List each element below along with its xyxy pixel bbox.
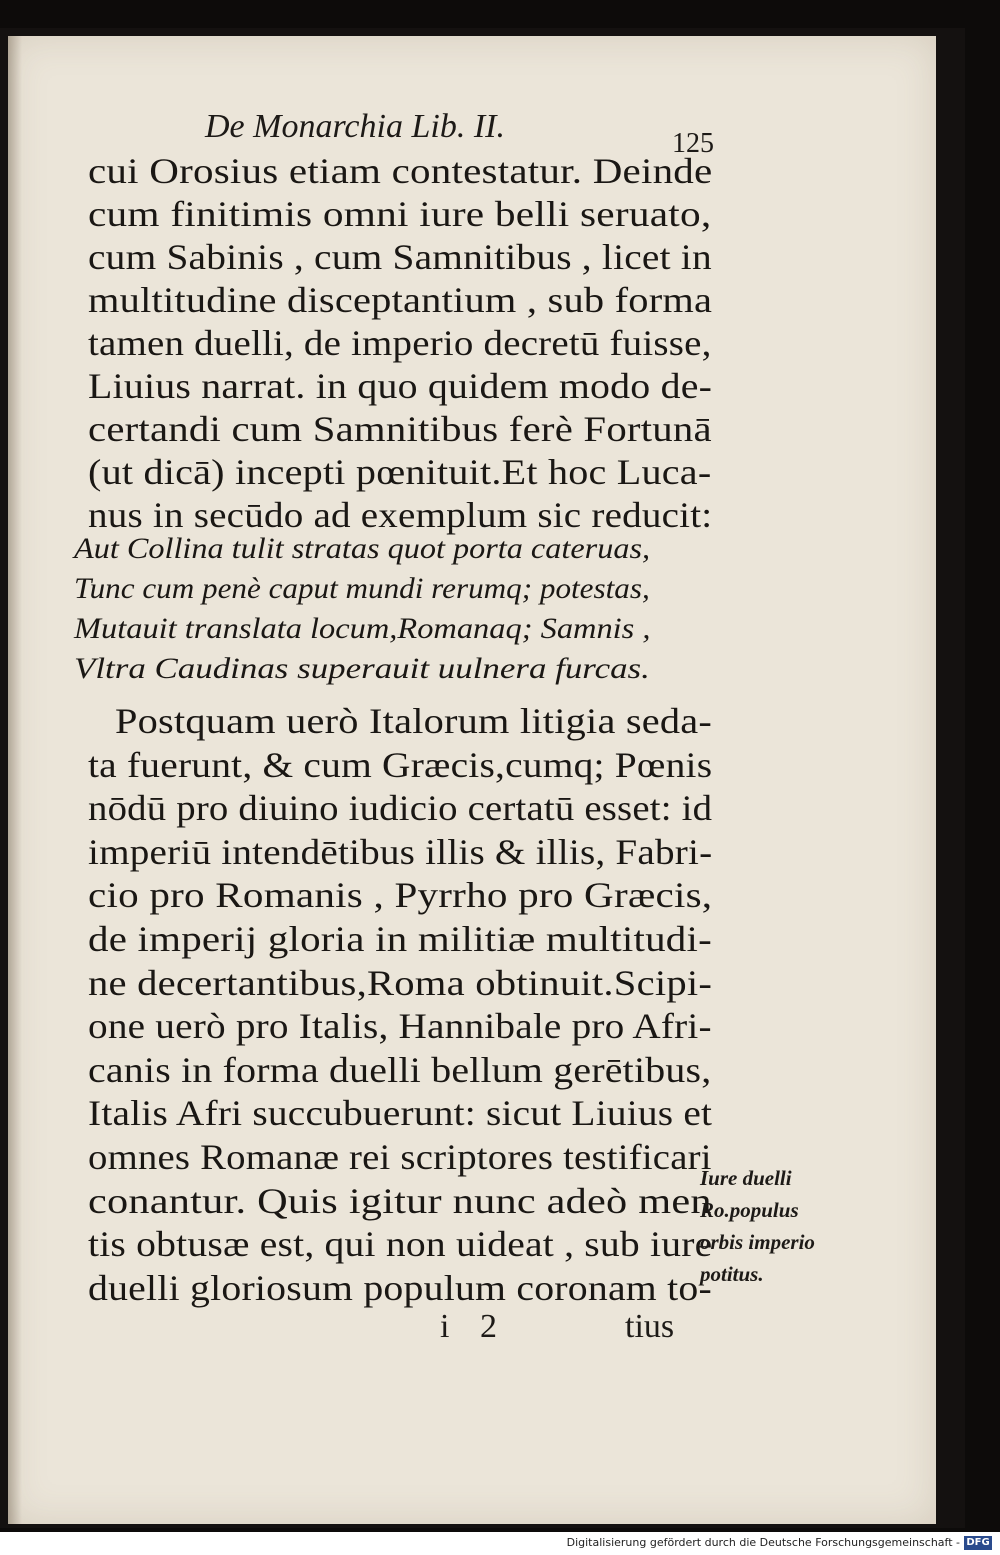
verse-line: Aut Collina tulit stratas quot porta cateruas, xyxy=(74,532,651,565)
running-title: De Monarchia Lib. II. xyxy=(205,108,505,145)
text-line: nus in secūdo ad exemplum sic reducit: xyxy=(88,495,713,535)
text-line: Postquam uerò Italorum litigia seda- xyxy=(115,701,713,741)
text-line: certandi cum Samnitibus ferè Fortunā xyxy=(88,409,712,449)
marginal-note-line: Ro.populus xyxy=(700,1198,799,1222)
marginal-note-line: orbis imperio xyxy=(700,1230,815,1254)
text-line: multitudine disceptantium , sub forma xyxy=(88,280,713,320)
verse-line: Tunc cum penè caput mundi rerumq; potestas, xyxy=(74,572,650,605)
page-number: 125 xyxy=(672,128,714,159)
text-line: tis obtusæ est, qui non uideat , sub iure xyxy=(88,1224,713,1265)
marginal-note-line: Iure duelli xyxy=(700,1166,792,1190)
text-line: de imperij gloria in militiæ multitudi- xyxy=(88,919,712,959)
text-line: cum Sabinis , cum Samnitibus , licet in xyxy=(88,237,712,277)
text-line: cui Orosius etiam contestatur. Deinde xyxy=(88,151,713,191)
signature-mark: i 2 xyxy=(440,1308,497,1345)
text-line: one uerò pro Italis, Hannibale pro Afri- xyxy=(88,1006,712,1047)
text-line: imperiū intendētibus illis & illis, Fabri- xyxy=(88,831,713,872)
text-line: canis in forma duelli bellum gerētibus, xyxy=(88,1049,712,1090)
verse-line: Vltra Caudinas superauit uulnera furcas. xyxy=(74,652,650,685)
catchword: tius xyxy=(625,1308,675,1345)
text-line: ta fuerunt, & cum Græcis,cumq; Pœnis xyxy=(88,744,713,785)
text-line: Liuius narrat. in quo quidem modo de- xyxy=(88,366,713,406)
text-line: nōdū pro diuino iudicio certatū esset: id xyxy=(88,788,713,829)
dfg-logo: DFG xyxy=(964,1536,992,1550)
marginal-note xyxy=(700,1162,815,1290)
text-line: cio pro Romanis , Pyrrho pro Græcis, xyxy=(88,875,713,916)
text-line: Italis Afri succubuerunt: sicut Liuius et xyxy=(88,1093,713,1134)
page-gutter-shadow xyxy=(8,36,22,1524)
text-line: ne decertantibus,Roma obtinuit.Scipi- xyxy=(88,962,713,1003)
text-line: (ut dicā) incepti pœnituit.Et hoc Luca- xyxy=(88,452,712,492)
text-line: cum finitimis omni iure belli seruato, xyxy=(88,194,712,234)
verse-line: Mutauit translata locum,Romanaq; Samnis , xyxy=(74,612,651,645)
text-line: conantur. Quis igitur nunc adeò men xyxy=(88,1180,712,1221)
text-line: omnes Romanæ rei scriptores testificari xyxy=(88,1137,712,1177)
digitization-footer xyxy=(0,1532,1000,1555)
text-line: tamen duelli, de imperio decretū fuisse, xyxy=(88,323,712,363)
text-line: duelli gloriosum populum coronam to- xyxy=(88,1267,712,1308)
marginal-note-line: potitus. xyxy=(700,1262,764,1286)
footer-credit-text: Digitalisierung gefördert durch die Deutsche Forschungsgemeinschaft - xyxy=(566,1536,960,1549)
